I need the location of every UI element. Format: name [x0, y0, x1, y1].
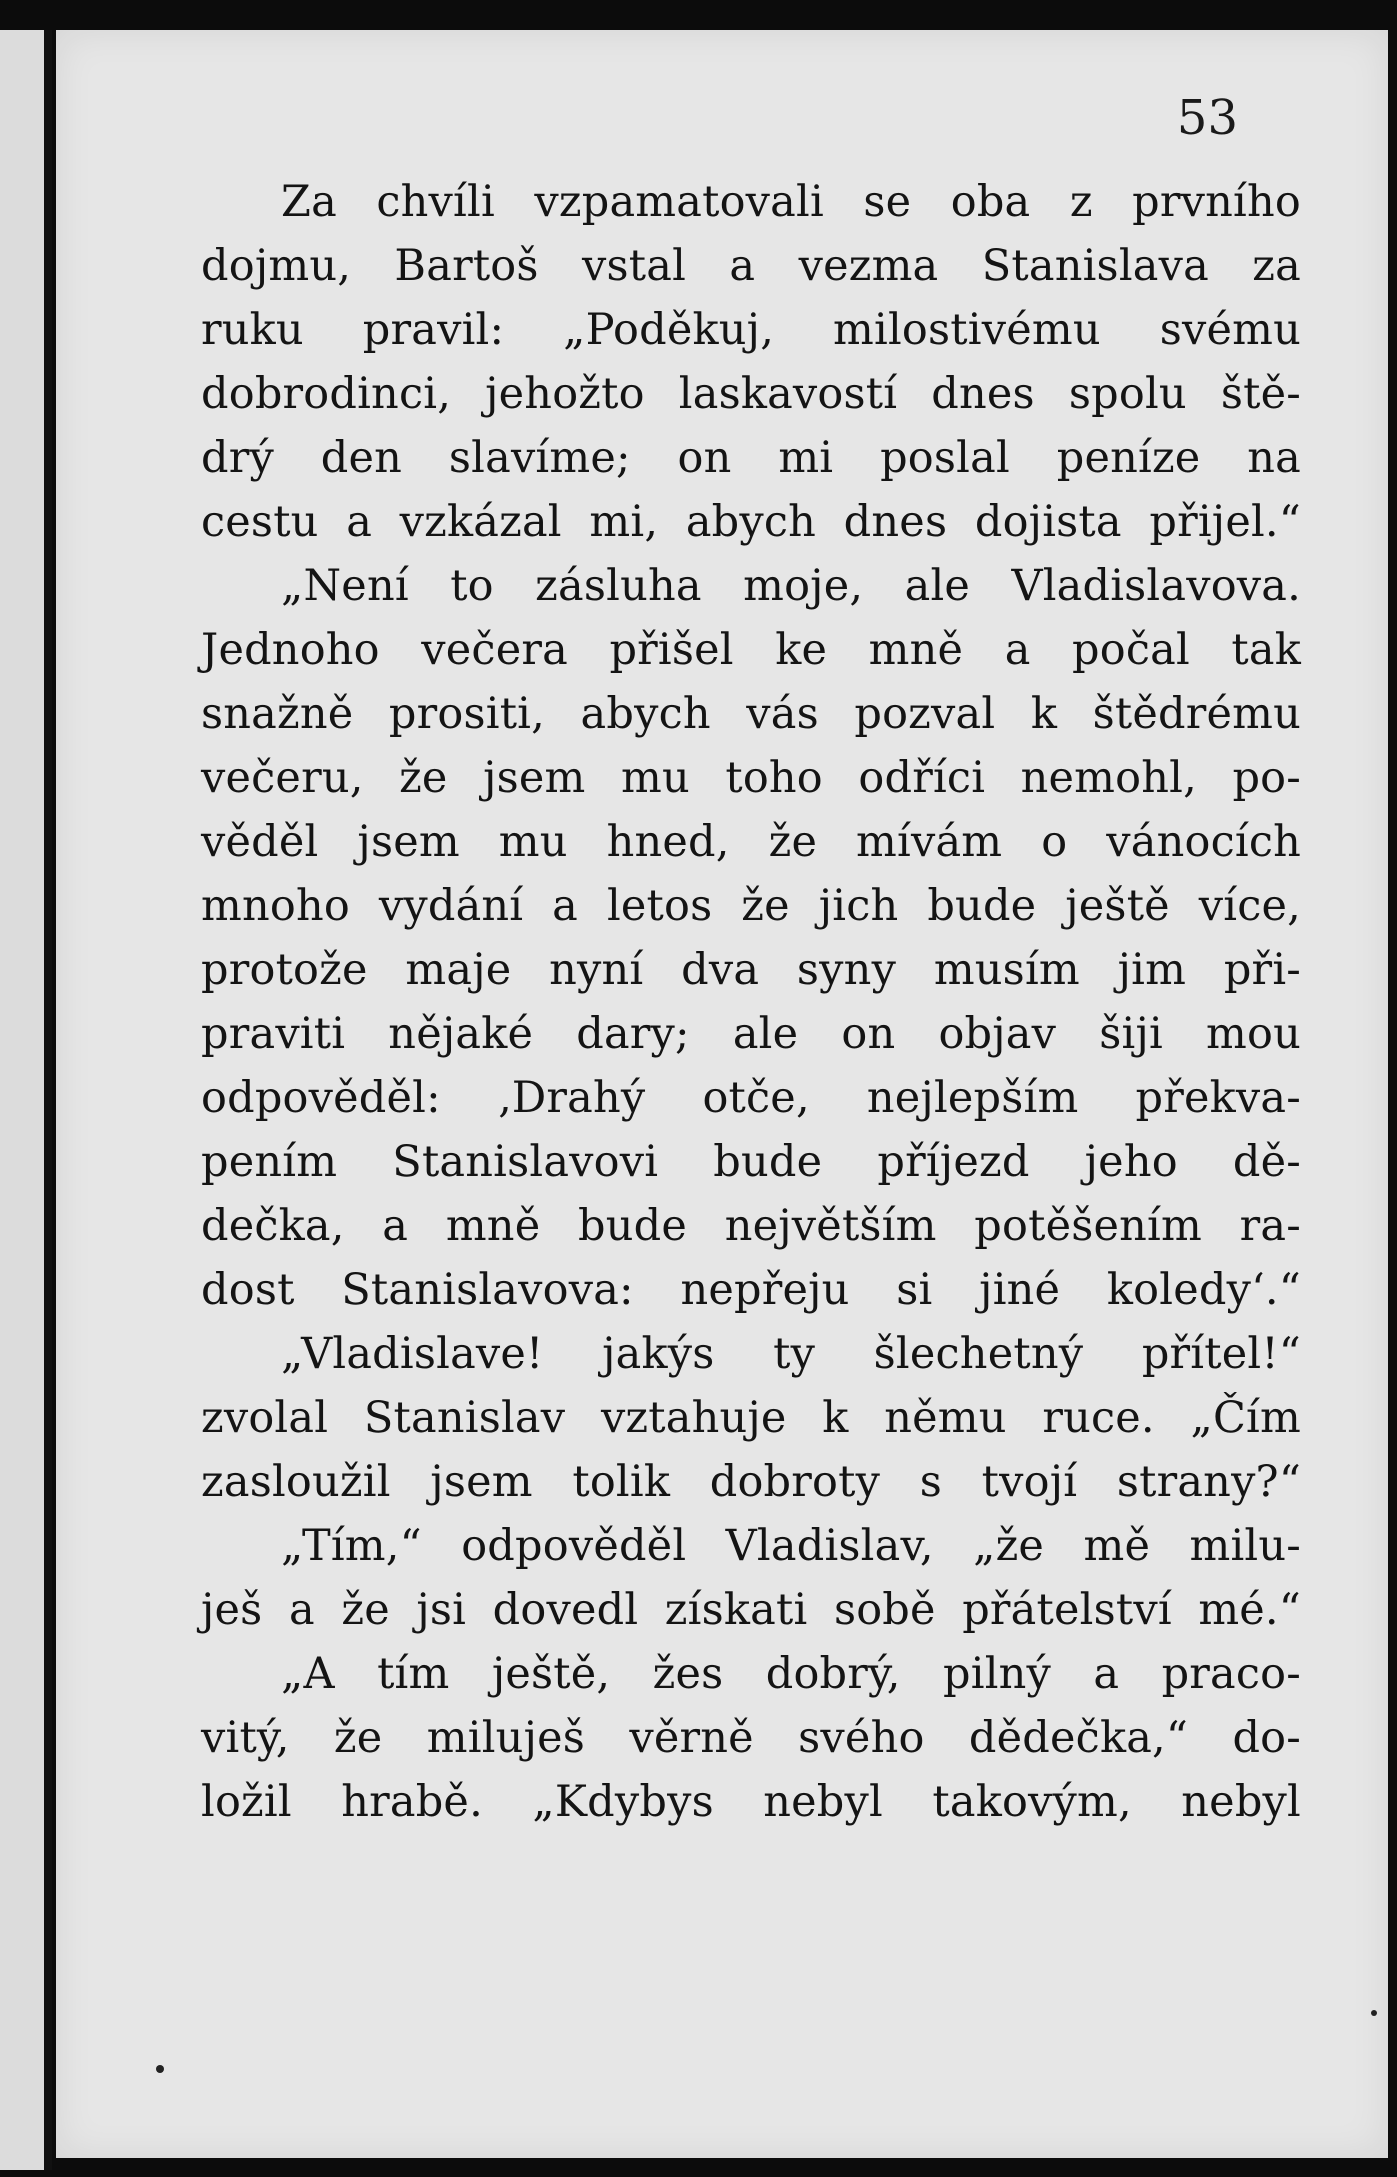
text-line: ložil hrabě. „Kdybys nebyl takovým, nebyl — [201, 1777, 1301, 1827]
text-line: „Tím,“ odpověděl Vladislav, „že mě milu- — [281, 1521, 1301, 1571]
text-line: mnoho vydání a letos že jich bude ještě více, — [201, 881, 1301, 931]
text-line: cestu a vzkázal mi, abych dnes dojista přijel.“ — [201, 497, 1301, 547]
facing-page-edge — [0, 30, 44, 2170]
text-line: vitý, že miluješ věrně svého dědečka,“ do- — [201, 1713, 1301, 1763]
text-line: praviti nějaké dary; ale on objav šiji mou — [201, 1009, 1301, 1059]
ink-speck — [156, 2065, 164, 2073]
book-gutter — [44, 30, 52, 2170]
text-line: odpověděl: ‚Drahý otče, nejlepším překva- — [201, 1073, 1301, 1123]
text-line: zasloužil jsem tolik dobroty s tvojí strany?“ — [201, 1457, 1301, 1507]
page-number: 53 — [1176, 90, 1238, 146]
text-line: zvolal Stanislav vztahuje k němu ruce. „Čím — [201, 1393, 1301, 1443]
book-page — [56, 30, 1388, 2158]
text-line: drý den slavíme; on mi poslal peníze na — [201, 433, 1301, 483]
text-line: dojmu, Bartoš vstal a vezma Stanislava za — [201, 241, 1301, 291]
text-line: ruku pravil: „Poděkuj, milostivému svému — [201, 305, 1301, 355]
ink-speck — [1371, 2010, 1377, 2016]
text-line: snažně prositi, abych vás pozval k štědrému — [201, 689, 1301, 739]
text-line: večeru, že jsem mu toho odříci nemohl, po- — [201, 753, 1301, 803]
text-line: dečka, a mně bude největším potěšením ra- — [201, 1201, 1301, 1251]
text-line: „Vladislave! jakýs ty šlechetný přítel!“ — [281, 1329, 1301, 1379]
text-line: pením Stanislavovi bude příjezd jeho dě- — [201, 1137, 1301, 1187]
text-line: Jednoho večera přišel ke mně a počal tak — [201, 625, 1301, 675]
text-line: dost Stanislavova: nepřeju si jiné koledy‘.“ — [201, 1265, 1301, 1315]
text-line: „A tím ještě, žes dobrý, pilný a praco- — [281, 1649, 1301, 1699]
body-text — [201, 170, 1301, 1834]
text-line: věděl jsem mu hned, že mívám o vánocích — [201, 817, 1301, 867]
text-line: dobrodinci, jehožto laskavostí dnes spolu ště- — [201, 369, 1301, 419]
text-line: Za chvíli vzpamatovali se oba z prvního — [281, 177, 1301, 227]
text-line: „Není to zásluha moje, ale Vladislavova. — [281, 561, 1301, 611]
text-line: protože maje nyní dva syny musím jim při- — [201, 945, 1301, 995]
text-line: ješ a že jsi dovedl získati sobě přátelství mé.“ — [201, 1585, 1301, 1635]
